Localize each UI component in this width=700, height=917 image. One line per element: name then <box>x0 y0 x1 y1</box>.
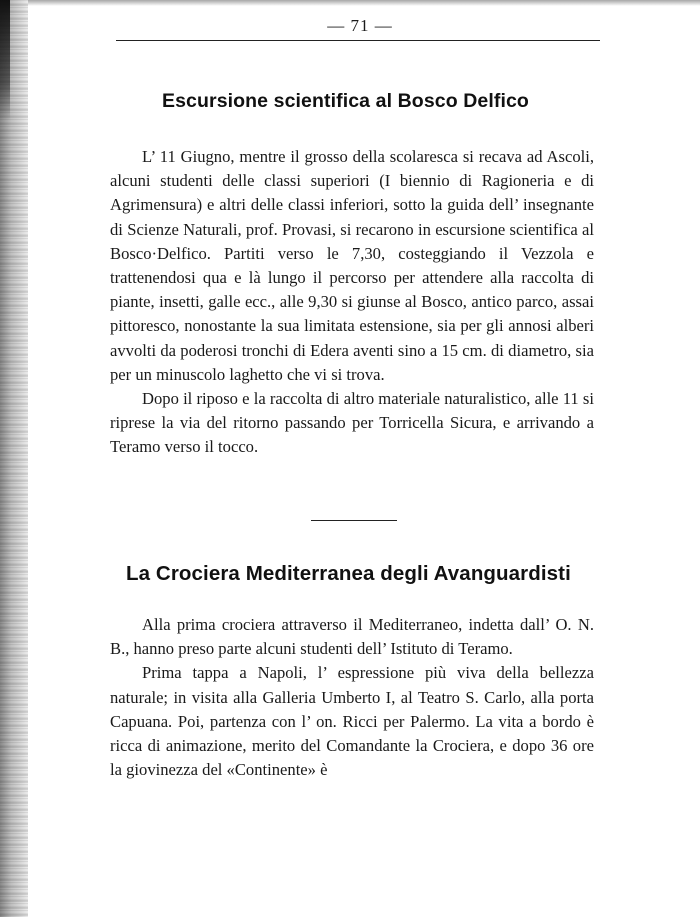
section-body-crociera <box>110 613 594 782</box>
paragraph: Alla prima crociera attraverso il Mediterraneo, indetta dall’ O. N. B., hanno preso parte alcuni studenti dell’ Istituto di Teramo. <box>110 615 594 659</box>
section-divider <box>311 520 397 521</box>
page-number: — 71 — <box>327 16 393 35</box>
paragraph: L’ 11 Giugno, mentre il grosso della scolaresca si recava ad Ascoli, alcuni studenti delle classi superiori (I biennio di Ragioneria e di Agrimensura) e altri delle classi inferiori, sotto la guida dell’ insegnante di Scienze Naturali, prof. Provasi, si recarono in escursione scientifica al Bosco·Delfico. Partiti verso le 7,30, costeggiando il Vezzola e trattenendosi qua e là lungo il percorso per attendere alla raccolta di piante, insetti, galle ecc., alle 9,30 si giunse al Bosco, antico parco, assai pittoresco, nonostante la sua limitata estensione, sia per gli annosi alberi avvolti da poderosi tronchi di Edera aventi sino a 15 cm. di diametro, sia per un minuscolo laghetto che vi si trova. <box>110 147 594 384</box>
section-body-bosco-delfico <box>110 145 594 460</box>
paragraph: Dopo il riposo e la raccolta di altro materiale naturalistico, alle 11 si riprese la via del ritorno passando per Torricella Sicura, e arrivando a Teramo verso il tocco. <box>110 389 594 457</box>
header-rule <box>116 40 600 41</box>
section-title-bosco-delfico: Escursione scientifica al Bosco Delfico <box>162 90 529 112</box>
top-edge-shadow <box>28 0 700 6</box>
binding-edge-shadow <box>0 0 28 917</box>
section-title-crociera: La Crociera Mediterranea degli Avanguardisti <box>126 562 571 585</box>
paragraph: Prima tappa a Napoli, l’ espressione più viva della bellezza naturale; in visita alla Galleria Umberto I, al Teatro S. Carlo, alla porta Capuana. Poi, partenza con l’ on. Ricci per Palermo. La vita a bordo è ricca di animazione, merito del Comandante la Crociera, e dopo 36 ore la giovinezza del «Continente» è <box>110 663 594 780</box>
